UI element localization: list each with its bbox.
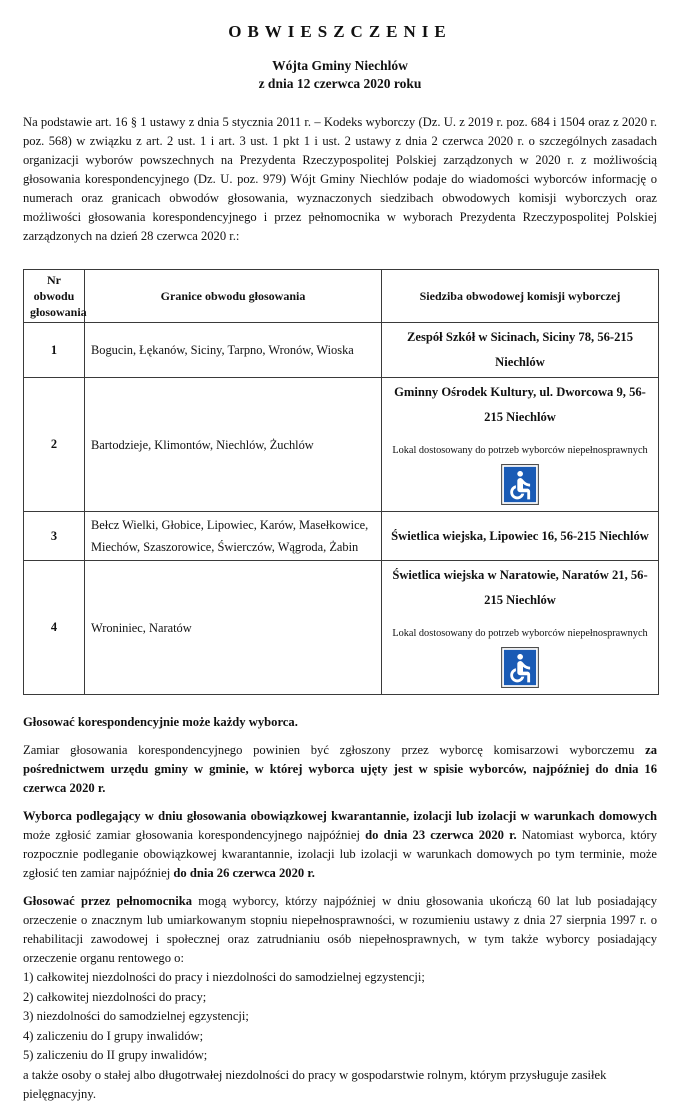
header-district-number: Nr obwodu głosowania (24, 270, 85, 323)
paragraph-correspondence-heading: Głosować korespondencyjnie może każdy wyborca. (23, 715, 298, 729)
wheelchair-icon (501, 464, 539, 505)
list-item: 1) całkowitej niezdolności do pracy i niezdolności do samodzielnej egzystencji; (23, 970, 425, 984)
document-title: OBWIESZCZENIE (228, 22, 452, 41)
district-borders: Wroniniec, Naratów (85, 561, 382, 695)
paragraph-proxy-voting: Głosować przez pełnomocnika mogą wyborcy, którzy najpóźniej w dniu głosowania ukończą 60 lat lub posiadający orzeczenie o znacznym lub umiarkowanym stopniu niepełnosprawności, w rozumieniu ustawy z dnia 27 sierpnia 1997 r. o rehabilitacji zawodowej i społecznej oraz zatrudnianiu osób niepełnosprawnych, w tym także wyborcy posiadający orzeczenie organu rentowego o: (23, 894, 657, 965)
district-number: 1 (24, 323, 85, 378)
table-row (24, 561, 659, 695)
document-subtitle (23, 57, 657, 93)
commission-seat (382, 323, 659, 378)
commission-seat (382, 512, 659, 561)
subtitle-date: z dnia 12 czerwca 2020 roku (258, 76, 422, 91)
paragraph-quarantine: Wyborca podlegający w dniu głosowania obowiązkowej kwarantannie, izolacji lub izolacji w warunkach domowych może zgłosić zamiar głosowania korespondencyjnego najpóźniej do dnia 23 czerwca 2020 r. Natomiast wyborca, który rozpocznie podleganie obowiązkowej kwarantannie, izolacji lub izolacji w warunkach domowych po tym terminie, może zgłosić ten zamiar najpóźniej do dnia 26 czerwca 2020 r. (23, 809, 657, 880)
table-row (24, 512, 659, 561)
district-number: 4 (24, 561, 85, 695)
table-row (24, 378, 659, 512)
seat-address: Świetlica wiejska w Naratowie, Naratów 21, 56-215 Niechlów (392, 568, 648, 607)
district-borders: Bogucin, Łękanów, Siciny, Tarpno, Wronów, Wioska (85, 323, 382, 378)
subtitle-issuer: Wójta Gminy Niechlów (272, 58, 408, 73)
district-number: 3 (24, 512, 85, 561)
wheelchair-icon (501, 647, 539, 688)
header-district-borders: Granice obwodu głosowania (85, 270, 382, 323)
header-commission-seat: Siedziba obwodowej komisji wyborczej (382, 270, 659, 323)
disability-list (23, 968, 657, 1105)
table-header-row (24, 270, 659, 323)
commission-seat (382, 561, 659, 695)
list-item: 4) zaliczeniu do I grupy inwalidów; (23, 1028, 204, 1043)
list-item: 3) niezdolności do samodzielnej egzystencji; (23, 1009, 249, 1023)
accessibility-note: Lokal dostosowany do potrzeb wyborców niepełnosprawnych (392, 445, 648, 456)
seat-address: Świetlica wiejska, Lipowiec 16, 56-215 Niechlów (391, 528, 649, 543)
list-item: 2) całkowitej niezdolności do pracy; (23, 989, 207, 1004)
table-row (24, 323, 659, 378)
districts-table (23, 269, 659, 695)
accessibility-note: Lokal dostosowany do potrzeb wyborców niepełnosprawnych (392, 628, 648, 639)
seat-address: Zespół Szkół w Sicinach, Siciny 78, 56-215 Niechlów (406, 330, 634, 369)
district-number: 2 (24, 378, 85, 512)
list-item-final: a także osoby o stałej albo długotrwałej niezdolności do pracy w gospodarstwie rolnym, którym przysługuje zasiłek pielęgnacyjny. (23, 1067, 607, 1101)
intro-paragraph: Na podstawie art. 16 § 1 ustawy z dnia 5 stycznia 2011 r. – Kodeks wyborczy (Dz. U. z 2019 r. poz. 684 i 1504 oraz z 2020 r. poz. 568) w związku z art. 2 ust. 1 i art. 3 ust. 1 pkt 1 i ust. 2 ustawy z dnia 2 czerwca 2020 r. o szczególnych zasadach organizacji wyborów powszechnych na Prezydenta Rzeczypospolitej Polskiej zarządzonych w 2020 r. z możliwością głosowania korespondencyjnego (Dz. U. poz. 979) Wójt Gminy Niechlów podaje do wiadomości wyborców informację o numerach oraz granicach obwodów głosowania, wyznaczonych siedzibach obwodowych komisji wyborczych oraz możliwości głosowania korespondencyjnego i przez pełnomocnika w wyborach Prezydenta Rzeczypospolitej Polskiej zarządzonych na dzień 28 czerwca 2020 r.: (23, 115, 657, 243)
district-borders: Bełcz Wielki, Głobice, Lipowiec, Karów, Masełkowice, Miechów, Szaszorowice, Świerczów, Wągroda, Żabin (85, 512, 382, 561)
seat-address: Gminny Ośrodek Kultury, ul. Dworcowa 9, 56-215 Niechlów (394, 385, 646, 424)
paragraph-correspondence-deadline: Zamiar głosowania korespondencyjnego powinien być zgłoszony przez wyborcę komisarzowi wyborczemu za pośrednictwem urzędu gminy w gminie, w której wyborca ujęty jest w spisie wyborców, najpóźniej do dnia 16 czerwca 2020 r. (23, 743, 657, 795)
district-borders: Bartodzieje, Klimontów, Niechlów, Żuchlów (85, 378, 382, 512)
list-item: 5) zaliczeniu do II grupy inwalidów; (23, 1048, 208, 1062)
commission-seat (382, 378, 659, 512)
